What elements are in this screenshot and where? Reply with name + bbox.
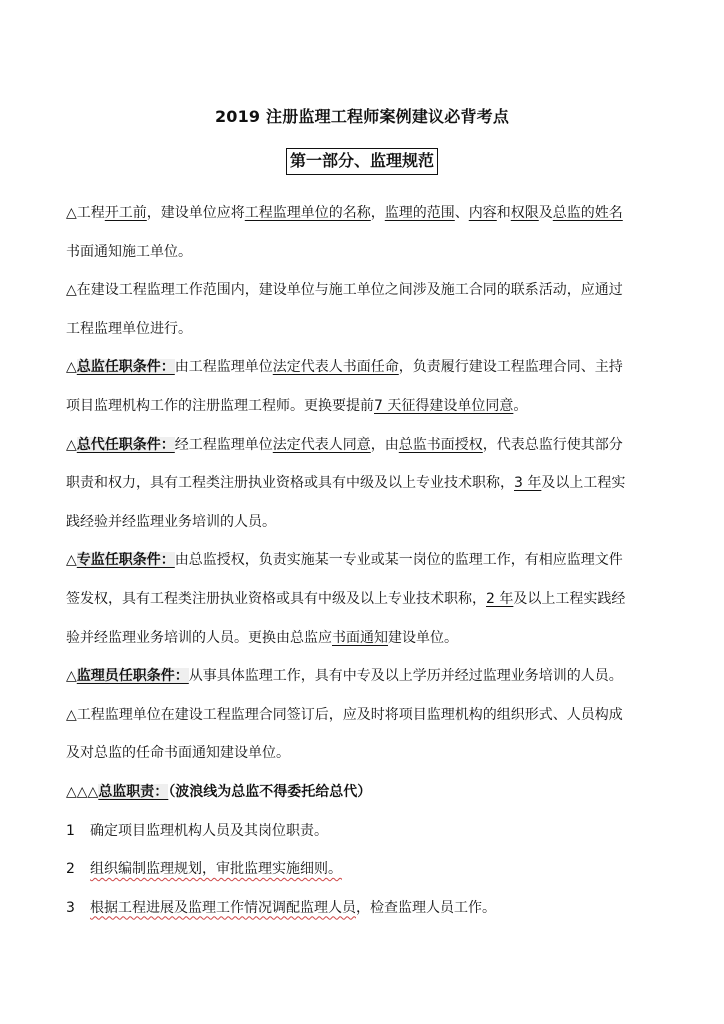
paragraph-line <box>66 541 662 580</box>
paragraph-line <box>66 619 662 658</box>
paragraph-line <box>66 387 662 426</box>
text-run: 职责和权力，具有工程类注册执业资格或具有中级及以上专业技术职称， <box>66 475 514 492</box>
text-run: 从事具体监理工作，具有中专及以上学历并经过监理业务培训的人员。 <box>188 668 623 685</box>
triangle-marker: △ <box>66 668 77 685</box>
text-run: ，负责履行建设工程监理合同、主持 <box>398 359 623 376</box>
section-heading: 第一部分、监理规范 <box>286 148 438 175</box>
bold-note: （波浪线为总监不得委托给总代） <box>168 783 372 800</box>
underlined-text: 2 年 <box>486 590 514 607</box>
text-run: 建设单位。 <box>388 629 458 646</box>
paragraph-line <box>66 580 662 619</box>
text-run: 由总监授权，负责实施某一专业或某一岗位的监理工作，有相应监理文件 <box>174 552 623 569</box>
paragraph-line <box>66 503 662 542</box>
text-run: ， <box>370 205 385 221</box>
paragraph-line <box>66 348 662 387</box>
triangle-marker: △△△ <box>66 783 99 800</box>
wavy-underlined-text: 组织编制监理规划，审批监理实施细则。 <box>90 861 342 878</box>
underlined-text: 3 年 <box>514 475 542 492</box>
underlined-text: 总监的姓名 <box>552 205 623 221</box>
text-run: 及对总监的任命书面通知建设单位。 <box>66 745 290 762</box>
bold-heading: 总监任职条件： <box>76 359 175 376</box>
underlined-text: 总监书面授权 <box>398 436 483 453</box>
underlined-text: 开工前 <box>104 205 147 221</box>
list-text: ，检查监理人员工作。 <box>356 899 496 916</box>
underlined-text: 7 天征得建设单位同意 <box>374 397 514 414</box>
paragraph-line <box>66 657 662 696</box>
paragraph-line <box>66 426 662 465</box>
underlined-text: 权限 <box>510 205 539 221</box>
document-title: 2019 注册监理工程师案例建议必背考点 <box>214 107 510 126</box>
bold-heading: 专监任职条件： <box>76 552 175 569</box>
text-run: ，由 <box>370 436 399 453</box>
text-run: 及以上工程实践经 <box>513 590 626 607</box>
paragraph-line <box>66 233 662 272</box>
text-run: 工程监理单位进行。 <box>66 320 192 337</box>
text-run: 书面通知施工单位。 <box>66 243 192 260</box>
text-run: 、 <box>454 205 469 221</box>
paragraph-line <box>66 271 662 310</box>
section-heading-wrap <box>0 148 724 175</box>
paragraph-line <box>66 773 662 812</box>
bold-heading: 总代任职条件： <box>76 436 175 453</box>
underlined-text: 书面通知 <box>332 629 388 646</box>
text-run: 和 <box>496 205 511 221</box>
text-run: △工程监理单位在建设工程监理合同签订后，应及时将项目监理机构的组织形式、人员构成 <box>66 706 623 723</box>
paragraph-line <box>66 696 662 735</box>
underlined-text: 内容 <box>468 205 497 221</box>
underlined-text: 法定代表人书面任命 <box>272 359 399 376</box>
text-run: 经工程监理单位 <box>174 436 273 453</box>
list-number: 2 <box>66 861 75 878</box>
text-run: 项目监理机构工作的注册监理工程师。更换要提前 <box>66 397 374 414</box>
text-run: 由工程监理单位 <box>174 359 273 376</box>
text-run: 及 <box>538 205 553 221</box>
triangle-marker: △ <box>66 436 77 453</box>
text-run: ，建设单位应将 <box>146 205 245 221</box>
underlined-text: 法定代表人同意 <box>272 436 371 453</box>
list-text: 确定项目监理机构人员及其岗位职责。 <box>90 822 328 839</box>
list-number: 3 <box>66 899 75 916</box>
bold-heading: 总监职责： <box>98 783 169 800</box>
text-run: 及以上工程实 <box>541 475 626 492</box>
document-body <box>66 194 662 927</box>
triangle-marker: △ <box>66 552 77 569</box>
list-item <box>66 812 662 851</box>
paragraph-line <box>66 734 662 773</box>
wavy-underlined-text: 根据工程进展及监理工作情况调配监理人员 <box>90 899 356 916</box>
text-run: △工程 <box>66 205 105 221</box>
triangle-marker: △ <box>66 359 77 376</box>
text-run: 。 <box>513 397 528 414</box>
list-item <box>66 850 662 889</box>
underlined-text: 工程监理单位的名称 <box>244 205 371 221</box>
paragraph-line <box>66 194 662 233</box>
paragraph-line <box>66 310 662 349</box>
text-run: 验并经监理业务培训的人员。更换由总监应 <box>66 629 332 646</box>
text-run: 签发权，具有工程类注册执业资格或具有中级及以上专业技术职称， <box>66 590 486 607</box>
list-number: 1 <box>66 822 75 839</box>
text-run: ，代表总监行使其部分 <box>482 436 623 453</box>
text-run: △在建设工程监理工作范围内，建设单位与施工单位之间涉及施工合同的联系活动，应通过 <box>66 282 623 299</box>
text-run: 践经验并经监理业务培训的人员。 <box>66 513 276 530</box>
underlined-text: 监理的范围 <box>384 205 455 221</box>
list-item <box>66 889 662 928</box>
bold-heading: 监理员任职条件： <box>76 668 189 685</box>
paragraph-line <box>66 464 662 503</box>
